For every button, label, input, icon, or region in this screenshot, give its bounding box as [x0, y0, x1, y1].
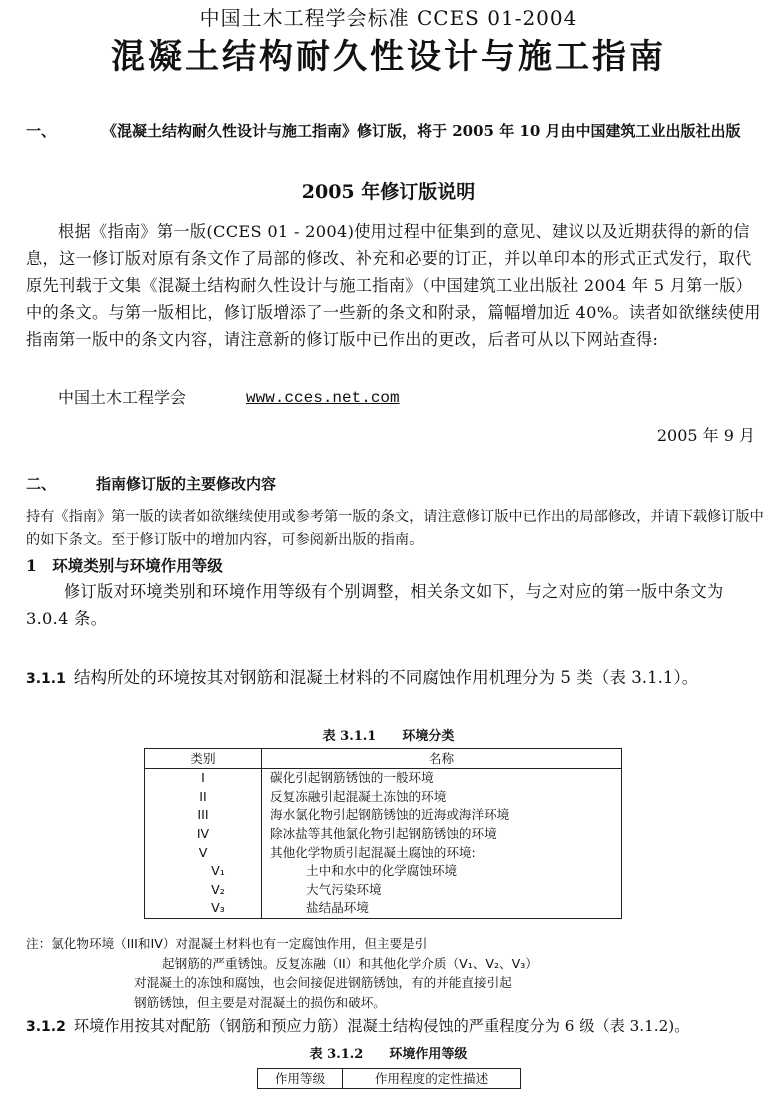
section2-number: 二、 [26, 475, 57, 493]
subsection1-body: 修订版对环境类别和环境作用等级有个别调整，相关条文如下，与之对应的第一版中条文为 3.0.4 条。 [26, 582, 724, 628]
column-header-description: 作用程度的定性描述 [343, 1069, 521, 1089]
section1-announcement: 《混凝土结构耐久性设计与施工指南》修订版，将于 2005 年 10 月由中国建筑工业出版社出版 [102, 122, 741, 140]
environment-action-grade-table [257, 1068, 521, 1089]
website-url: www.cces.net.com [246, 389, 400, 407]
class-cell: III [145, 806, 262, 825]
clause-3-1-1 [26, 664, 766, 693]
table-header-row [258, 1069, 521, 1089]
class-cell: V₂ [145, 881, 262, 900]
document-title: 混凝土结构耐久性设计与施工指南 [111, 37, 666, 77]
table-row [145, 825, 622, 844]
name-cell: 大气污染环境 [262, 881, 622, 900]
table-row [145, 788, 622, 807]
clause-3-1-2 [26, 1014, 771, 1039]
clause-number: 3.1.2 [26, 1019, 66, 1035]
table-3-1-1-caption: 表 3.1.1 环境分类 [322, 729, 455, 744]
note-line-2: 起钢筋的严重锈蚀。反复冻融（II）和其他化学介质（V₁、V₂、V₃） [162, 955, 538, 971]
table-row [145, 899, 622, 918]
clause-text: 结构所处的环境按其对钢筋和混凝土材料的不同腐蚀作用机理分为 5 类（表 3.1.1）。 [73, 668, 699, 687]
table-header-row [145, 749, 622, 769]
name-cell: 除冰盐等其他氯化物引起钢筋锈蚀的环境 [262, 825, 622, 844]
clause-number: 3.1.1 [26, 671, 66, 687]
note-line-3: 对混凝土的冻蚀和腐蚀，也会间接促进钢筋锈蚀，有的并能直接引起 [134, 975, 512, 990]
section2-body: 持有《指南》第一版的读者如欲继续使用或参考第一版的条文，请注意修订版中已作出的局部修改，并请下载修订版中的如下条文。至于修订版中的增加内容，可参阅新出版的指南。 [26, 509, 764, 548]
revision-date: 2005 年 9 月 [656, 426, 755, 445]
name-cell: 海水氯化物引起钢筋锈蚀的近海或海洋环境 [262, 806, 622, 825]
name-cell: 盐结晶环境 [262, 899, 622, 918]
class-cell: I [145, 769, 262, 788]
section2-title: 指南修订版的主要修改内容 [96, 475, 277, 493]
column-header-name: 名称 [262, 749, 622, 769]
note-line-1: 注：氯化物环境（III和IV）对混凝土材料也有一定腐蚀作用，但主要是引 [26, 936, 428, 951]
section1-number: 一、 [26, 122, 57, 140]
name-cell: 碳化引起钢筋锈蚀的一般环境 [262, 769, 622, 788]
column-header-grade: 作用等级 [258, 1069, 343, 1089]
table-row [145, 862, 622, 881]
class-cell: V₃ [145, 899, 262, 918]
revision-note-heading: 2005 年修订版说明 [301, 181, 476, 203]
environment-classification-table [144, 748, 622, 919]
revision-note-body: 根据《指南》第一版(CCES 01 - 2004)使用过程中征集到的意见、建议以及近期获得的新的信息，这一修订版对原有条文作了局部的修改、补充和必要的订正，并以单印本的形式正式发行，取代原先刊载于文集《混凝土结构耐久性设计与施工指南》（中国建筑工业出版社 2004 年 5 月第一版）中的条文。与第一版相比，修订版增添了一些新的条文和附录，篇幅增加近 40%。读者如欲继续使用指南第一版中的条文内容，请注意新的修订版中已作出的更改，后者可从以下网站查得: [26, 222, 761, 349]
class-cell: V [145, 843, 262, 862]
table-3-1-2-caption: 表 3.1.2 环境作用等级 [309, 1047, 468, 1062]
class-cell: V₁ [145, 862, 262, 881]
standard-number-line: 中国土木工程学会标准 CCES 01-2004 [199, 6, 578, 30]
subsection1-heading: 1 环境类别与环境作用等级 [26, 556, 223, 575]
column-header-class: 类别 [145, 749, 262, 769]
class-cell: IV [145, 825, 262, 844]
organization-name: 中国土木工程学会 [58, 388, 187, 407]
table-row [145, 881, 622, 900]
name-cell: 反复冻融引起混凝土冻蚀的环境 [262, 788, 622, 807]
table-row [145, 806, 622, 825]
table-note [26, 934, 586, 1012]
name-cell: 土中和水中的化学腐蚀环境 [262, 862, 622, 881]
note-line-4: 钢筋锈蚀，但主要是对混凝土的损伤和破坏。 [134, 994, 386, 1010]
name-cell: 其他化学物质引起混凝土腐蚀的环境: [262, 843, 622, 862]
clause-text: 环境作用按其对配筋（钢筋和预应力筋）混凝土结构侵蚀的严重程度分为 6 级（表 3.1.2)。 [73, 1017, 690, 1035]
class-cell: II [145, 788, 262, 807]
table-row [145, 843, 622, 862]
table-row [145, 769, 622, 788]
